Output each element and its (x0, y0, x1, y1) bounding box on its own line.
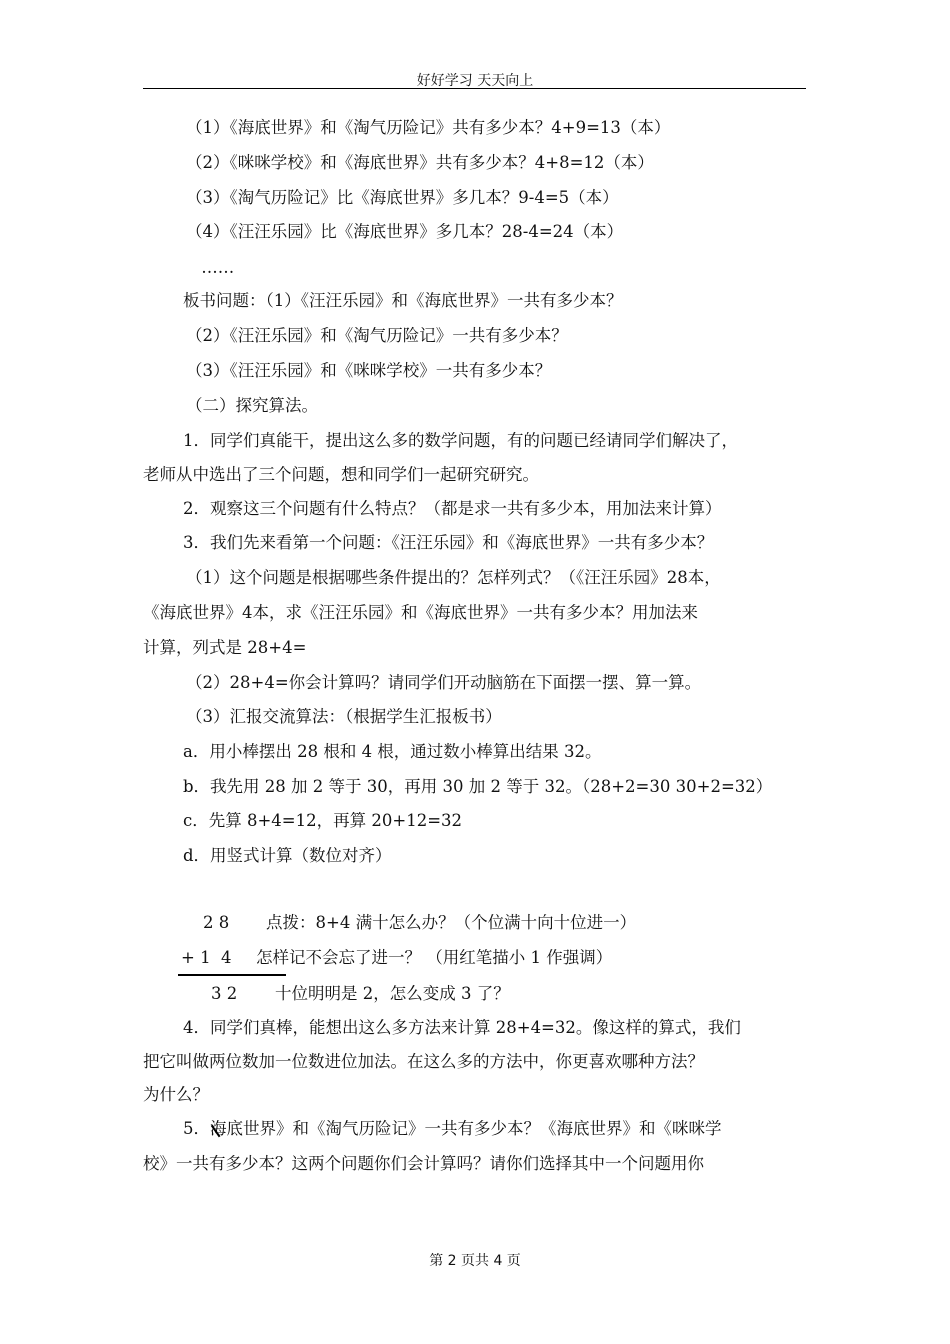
text-line: a．用小棒摆出 28 根和 4 根，通过数小棒算出结果 32。 (183, 742, 602, 761)
text-line: 4．同学们真棒，能想出这么多方法来计算 28+4=32。像这样的算式，我们 (183, 1018, 741, 1037)
page-footer: 第 2 页共 4 页 (429, 1253, 521, 1269)
text-line: （2）28+4=你会计算吗？请同学们开动脑筋在下面摆一摆、算一算。 (186, 673, 702, 692)
text-line: （4）《汪汪乐园》比《海底世界》多几本？28-4=24（本） (186, 222, 624, 241)
vertical-calc-rule (178, 974, 286, 976)
text-line: （3）《淘气历险记》比《海底世界》多几本？9-4=5（本） (186, 188, 619, 207)
vertical-calc-result: 3 2 (211, 984, 238, 1003)
vertical-calc-row1: 2 8 (203, 913, 230, 932)
text-line: 3．我们先来看第一个问题：《汪汪乐园》和《海底世界》一共有多少本？ (183, 533, 714, 552)
text-line: （2）《汪汪乐园》和《淘气历险记》一共有多少本？ (186, 326, 568, 345)
text-line: 把它叫做两位数加一位数进位加法。在这么多的方法中，你更喜欢哪种方法？ (143, 1052, 704, 1071)
text-line: （3）汇报交流算法：（根据学生汇报板书） (186, 707, 502, 726)
text-line: 5．海底世界》和《淘气历险记》一共有多少本？《海底世界》和《咪咪学 (183, 1119, 722, 1138)
text-line: （2）《咪咪学校》和《海底世界》共有多少本？4+8=12（本） (186, 153, 654, 172)
text-line: 《海底世界》4本，求《汪汪乐园》和《海底世界》一共有多少本？用加法来 (143, 603, 698, 622)
vertical-calc-row2: + 1 4 (181, 948, 232, 967)
vertical-calc-note3: 十位明明是 2，怎么变成 3 了？ (275, 984, 510, 1003)
section-heading: （二）探究算法。 (186, 396, 318, 415)
text-line: 校》一共有多少本？这两个问题你们会计算吗？请你们选择其中一个问题用你 (143, 1154, 704, 1173)
text-line: （1）这个问题是根据哪些条件提出的？怎样列式？（《汪汪乐园》28本， (186, 568, 721, 587)
text-line: （1）《海底世界》和《淘气历险记》共有多少本？4+9=13（本） (186, 118, 671, 137)
text-line: 为什么？ (143, 1085, 209, 1104)
text-line: d．用竖式计算（数位对齐） (183, 846, 392, 865)
header-rule (143, 88, 806, 89)
text-line: 老师从中选出了三个问题，想和同学们一起研究研究。 (143, 465, 539, 484)
text-line: c．先算 8+4=12，再算 20+12=32 (183, 811, 463, 830)
text-line: 2．观察这三个问题有什么特点？（都是求一共有多少本，用加法来计算） (183, 499, 722, 518)
text-line: （3）《汪汪乐园》和《咪咪学校》一共有多少本？ (186, 361, 552, 380)
text-line: 板书问题：（1）《汪汪乐园》和《海底世界》一共有多少本？ (183, 291, 623, 310)
vertical-calc-note2: 怎样记不会忘了进一？ （用红笔描小 1 作强调） (256, 948, 613, 967)
text-line: …… (196, 258, 235, 277)
page-header: 好好学习 天天向上 (416, 73, 534, 89)
vertical-calc-note1: 点拨：8+4 满十怎么办？（个位满十向十位进一） (266, 913, 637, 932)
text-line: b．我先用 28 加 2 等于 30，再用 30 加 2 等于 32。（28+2=30 30+2=32） (183, 777, 773, 796)
text-line: 计算，列式是 28+4= (143, 638, 307, 657)
text-line: 1．同学们真能干，提出这么多的数学问题，有的问题已经请同学们解决了， (183, 431, 738, 450)
